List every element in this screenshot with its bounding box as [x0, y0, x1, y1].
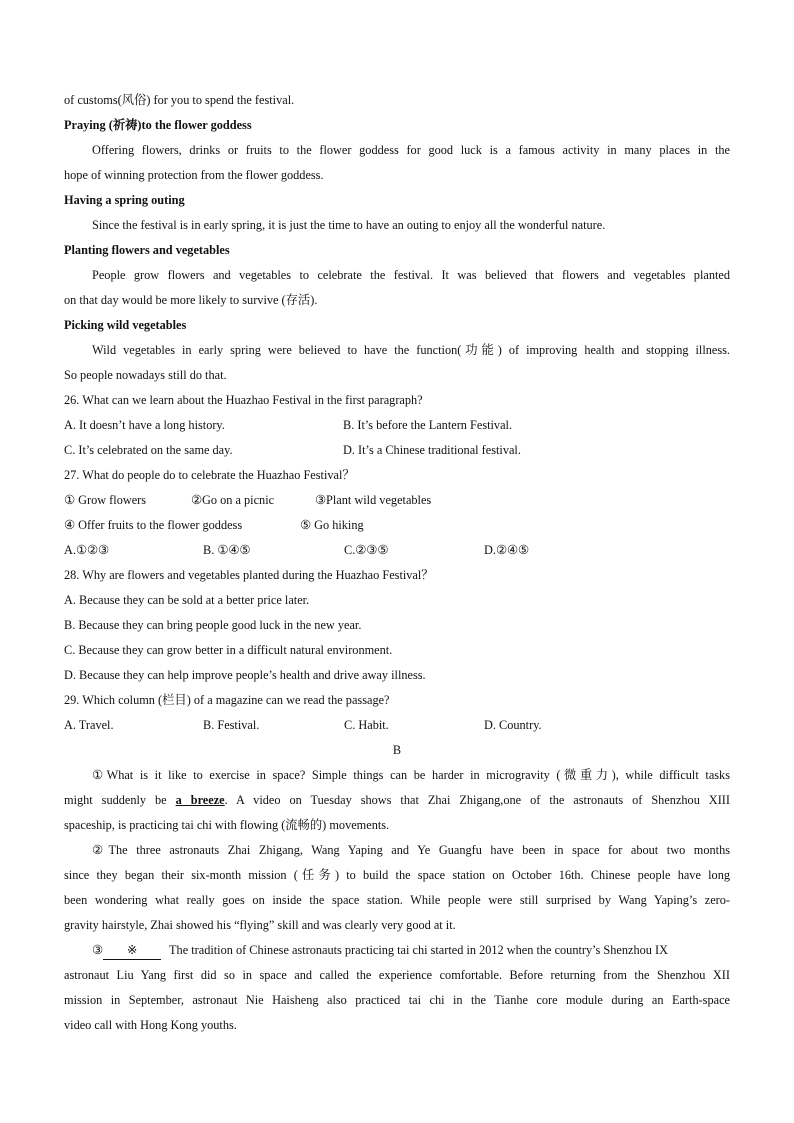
q27-option-a: A.①②③ — [64, 543, 110, 557]
passage-b-p3-line1 — [64, 938, 730, 963]
passage-b-p2-line2: since they began their six-month mission (任务) to build the space station on October 16th. Chinese people have long — [64, 868, 730, 882]
intro-tail: of customs(风俗) for you to spend the festival. — [64, 93, 295, 107]
p1-text-after: . A video on Tuesday shows that Zhai Zhigang,one of the astronauts of Shenzhou XIII — [224, 793, 730, 807]
q26-option-c: C. It’s celebrated on the same day. — [64, 443, 233, 457]
section-text: hope of winning protection from the flower goddess. — [64, 168, 324, 182]
p1-text-before: might suddenly be — [64, 793, 176, 807]
passage-b-p1-line1: ①What is it like to exercise in space? Simple things can be harder in microgravity (微重力), while difficult tasks — [92, 768, 730, 782]
section-heading-planting: Planting flowers and vegetables — [64, 243, 230, 257]
q28-option-c: C. Because they can grow better in a difficult natural environment. — [64, 643, 393, 657]
q26-option-d: D. It’s a Chinese traditional festival. — [343, 443, 521, 457]
section-text: Wild vegetables in early spring were believed to have the function(功能) of improving health and stopping illness. — [92, 343, 730, 357]
p3-number: ③ — [92, 943, 104, 957]
q27-option-d: D.②④⑤ — [484, 543, 530, 557]
document-page — [64, 88, 730, 1038]
question-29-options — [64, 713, 730, 738]
question-27-options — [64, 538, 730, 563]
q28-option-d: D. Because they can help improve people’s health and drive away illness. — [64, 668, 426, 682]
section-text: on that day would be more likely to survive (存活). — [64, 293, 318, 307]
question-28-stem: 28. Why are flowers and vegetables planted during the Huazhao Festival？ — [64, 568, 434, 582]
section-heading-picking: Picking wild vegetables — [64, 318, 187, 332]
q26-option-b: B. It’s before the Lantern Festival. — [343, 418, 513, 432]
question-27-stem: 27. What do people do to celebrate the Huazhao Festival？ — [64, 468, 355, 482]
q29-option-b: B. Festival. — [203, 718, 260, 732]
passage-b-p2-line1: ②The three astronauts Zhai Zhigang, Wang Yaping and Ye Guangfu have been in space for about two months — [92, 843, 730, 857]
q29-option-d: D. Country. — [484, 718, 542, 732]
passage-b-p2-line3: been wondering what really goes on inside the space station. While people were still surprised by Wang Yaping’s zero- — [64, 893, 730, 907]
section-text: Offering flowers, drinks or fruits to the flower goddess for good luck is a famous activity in many places in the — [92, 143, 730, 157]
q27-option-b: B. ①④⑤ — [203, 543, 251, 557]
q28-option-b: B. Because they can bring people good luck in the new year. — [64, 618, 362, 632]
passage-b-p2-line4: gravity hairstyle, Zhai showed his “flying” skill and was clearly very good at it. — [64, 918, 456, 932]
q27-item-1: ① Grow flowers — [64, 493, 147, 507]
q27-item-5: ⑤ Go hiking — [300, 518, 364, 532]
q27-item-2: ②Go on a picnic — [191, 493, 275, 507]
section-heading-outing: Having a spring outing — [64, 193, 185, 207]
question-27-items-row1 — [64, 488, 730, 513]
q26-option-a: A. It doesn’t have a long history. — [64, 418, 225, 432]
passage-b-p3-line2: astronaut Liu Yang first did so in space and called the experience comfortable. Before returning from the Shenzhou XII — [64, 968, 730, 982]
passage-b-p3-line4: video call with Hong Kong youths. — [64, 1018, 237, 1032]
q27-item-4: ④ Offer fruits to the flower goddess — [64, 518, 243, 532]
passage-b-p1-line2 — [64, 788, 730, 813]
question-26-options-row1 — [64, 413, 730, 438]
question-26-stem: 26. What can we learn about the Huazhao Festival in the first paragraph? — [64, 393, 423, 407]
p3-text: The tradition of Chinese astronauts practicing tai chi started in 2012 when the country’s Shenzhou IX — [169, 943, 668, 957]
passage-b-p3-line3: mission in September, astronaut Nie Haisheng also practiced tai chi in the Tianhe core module during an Earth-space — [64, 993, 730, 1007]
q28-option-a: A. Because they can be sold at a better price later. — [64, 593, 310, 607]
q27-item-3: ③Plant wild vegetables — [315, 493, 432, 507]
question-27-items-row2 — [64, 513, 730, 538]
question-26-options-row2 — [64, 438, 730, 463]
question-29-stem: 29. Which column (栏目) of a magazine can we read the passage? — [64, 693, 390, 707]
q29-option-a: A. Travel. — [64, 718, 114, 732]
underlined-phrase: a breeze — [175, 793, 225, 807]
q27-option-c: C.②③⑤ — [344, 543, 389, 557]
q29-option-c: C. Habit. — [344, 718, 389, 732]
answer-blank: ※ — [103, 941, 161, 960]
passage-b-p1-line3: spaceship, is practicing tai chi with flowing (流畅的) movements. — [64, 818, 390, 832]
section-text: Since the festival is in early spring, it is just the time to have an outing to enjoy all the wonderful nature. — [92, 218, 606, 232]
passage-b-label: B — [392, 743, 402, 757]
section-text: So people nowadays still do that. — [64, 368, 227, 382]
section-text: People grow flowers and vegetables to celebrate the festival. It was believed that flowers and vegetables planted — [92, 268, 730, 282]
section-heading-praying: Praying (祈祷)to the flower goddess — [64, 118, 252, 132]
